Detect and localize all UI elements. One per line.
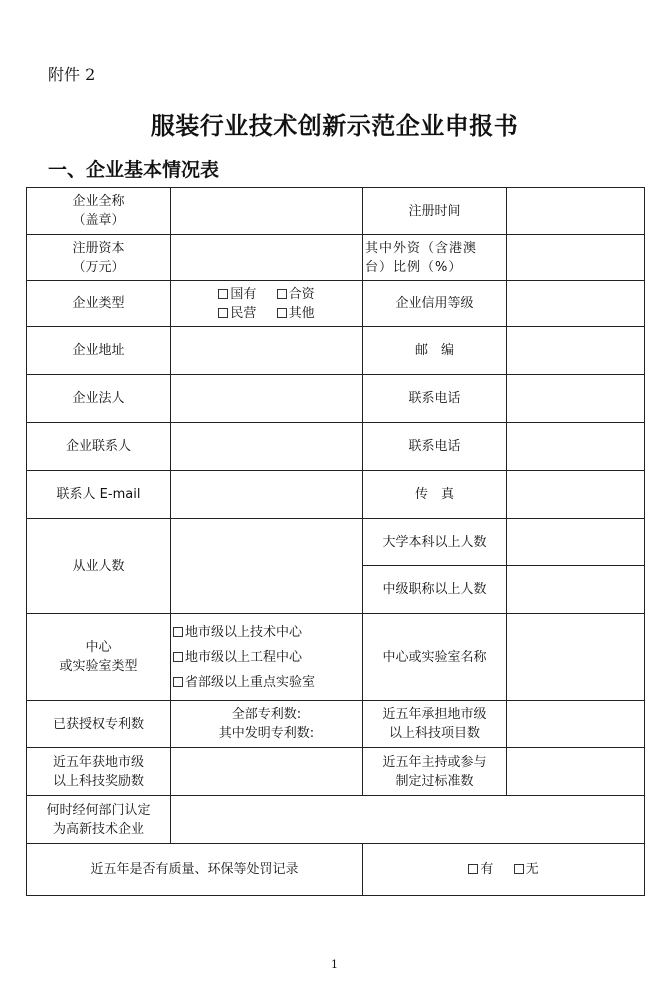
document-title: 服装行业技术创新示范企业申报书 bbox=[150, 112, 519, 140]
option-private[interactable]: 民营 bbox=[218, 304, 256, 323]
field-high-tech[interactable] bbox=[171, 796, 645, 844]
checkbox-icon[interactable] bbox=[173, 652, 183, 662]
field-registration-date[interactable] bbox=[507, 188, 645, 235]
row-registered-capital bbox=[27, 235, 645, 281]
label-high-tech: 何时经何部门认定 为高新技术企业 bbox=[27, 796, 171, 844]
label-foreign-ratio: 其中外资（含港澳 台）比例（%） bbox=[363, 235, 507, 281]
field-company-name[interactable] bbox=[171, 188, 363, 235]
field-foreign-ratio[interactable] bbox=[507, 235, 645, 281]
field-postcode[interactable] bbox=[507, 327, 645, 375]
field-phone-1[interactable] bbox=[507, 375, 645, 423]
page-number: 1 bbox=[331, 958, 338, 971]
option-penalty-yes[interactable]: 有 bbox=[468, 860, 493, 879]
field-phone-2[interactable] bbox=[507, 423, 645, 471]
field-staff-count[interactable] bbox=[171, 519, 363, 614]
row-awards bbox=[27, 748, 645, 796]
field-email[interactable] bbox=[171, 471, 363, 519]
checkbox-icon[interactable] bbox=[468, 864, 478, 874]
penalty-options bbox=[363, 844, 645, 896]
label-patents: 已获授权专利数 bbox=[27, 701, 171, 748]
label-phone-2: 联系电话 bbox=[363, 423, 507, 471]
attachment-label: 附件 2 bbox=[48, 65, 96, 84]
field-registered-capital[interactable] bbox=[171, 235, 363, 281]
field-awards[interactable] bbox=[171, 748, 363, 796]
label-projects: 近五年承担地市级 以上科技项目数 bbox=[363, 701, 507, 748]
enterprise-info-table bbox=[26, 187, 645, 896]
row-contact-person bbox=[27, 423, 645, 471]
row-company-type bbox=[27, 281, 645, 327]
label-center-name: 中心或实验室名称 bbox=[363, 614, 507, 701]
field-legal-person[interactable] bbox=[171, 375, 363, 423]
label-fax: 传 真 bbox=[363, 471, 507, 519]
field-mid-title-count[interactable] bbox=[507, 566, 645, 614]
label-center-type: 中心 或实验室类型 bbox=[27, 614, 171, 701]
label-credit-rating: 企业信用等级 bbox=[363, 281, 507, 327]
label-legal-person: 企业法人 bbox=[27, 375, 171, 423]
option-provincial-key-lab[interactable]: 省部级以上重点实验室 bbox=[173, 670, 360, 695]
checkbox-icon[interactable] bbox=[277, 289, 287, 299]
label-email: 联系人 E-mail bbox=[27, 471, 171, 519]
field-center-name[interactable] bbox=[507, 614, 645, 701]
label-penalty: 近五年是否有质量、环保等处罚记录 bbox=[27, 844, 363, 896]
row-address bbox=[27, 327, 645, 375]
field-contact-person[interactable] bbox=[171, 423, 363, 471]
field-projects[interactable] bbox=[507, 701, 645, 748]
label-company-name: 企业全称 （盖章） bbox=[27, 188, 171, 235]
option-city-engineering-center[interactable]: 地市级以上工程中心 bbox=[173, 645, 360, 670]
row-email bbox=[27, 471, 645, 519]
field-fax[interactable] bbox=[507, 471, 645, 519]
field-patents[interactable]: 全部专利数: 其中发明专利数: bbox=[171, 701, 363, 748]
label-bachelor-count: 大学本科以上人数 bbox=[363, 519, 507, 566]
field-bachelor-count[interactable] bbox=[507, 519, 645, 566]
option-penalty-no[interactable]: 无 bbox=[514, 860, 539, 879]
section-heading: 一、企业基本情况表 bbox=[48, 159, 220, 181]
label-staff-count: 从业人数 bbox=[27, 519, 171, 614]
label-address: 企业地址 bbox=[27, 327, 171, 375]
checkbox-icon[interactable] bbox=[514, 864, 524, 874]
row-center-type bbox=[27, 614, 645, 701]
row-penalty bbox=[27, 844, 645, 896]
label-contact-person: 企业联系人 bbox=[27, 423, 171, 471]
label-mid-title-count: 中级职称以上人数 bbox=[363, 566, 507, 614]
checkbox-icon[interactable] bbox=[173, 627, 183, 637]
checkbox-icon[interactable] bbox=[173, 677, 183, 687]
label-awards: 近五年获地市级 以上科技奖励数 bbox=[27, 748, 171, 796]
option-joint-venture[interactable]: 合资 bbox=[277, 285, 315, 304]
row-company-name bbox=[27, 188, 645, 235]
label-registered-capital: 注册资本 （万元） bbox=[27, 235, 171, 281]
checkbox-icon[interactable] bbox=[277, 308, 287, 318]
field-credit-rating[interactable] bbox=[507, 281, 645, 327]
company-type-options bbox=[171, 281, 363, 327]
checkbox-icon[interactable] bbox=[218, 308, 228, 318]
center-type-options bbox=[171, 614, 363, 701]
row-staff-1 bbox=[27, 519, 645, 566]
label-postcode: 邮 编 bbox=[363, 327, 507, 375]
row-patents bbox=[27, 701, 645, 748]
label-registration-date: 注册时间 bbox=[363, 188, 507, 235]
option-other[interactable]: 其他 bbox=[277, 304, 315, 323]
label-company-type: 企业类型 bbox=[27, 281, 171, 327]
field-address[interactable] bbox=[171, 327, 363, 375]
row-high-tech bbox=[27, 796, 645, 844]
field-standards[interactable] bbox=[507, 748, 645, 796]
label-standards: 近五年主持或参与 制定过标准数 bbox=[363, 748, 507, 796]
row-legal-person bbox=[27, 375, 645, 423]
label-phone-1: 联系电话 bbox=[363, 375, 507, 423]
option-city-tech-center[interactable]: 地市级以上技术中心 bbox=[173, 620, 360, 645]
option-state-owned[interactable]: 国有 bbox=[218, 285, 256, 304]
checkbox-icon[interactable] bbox=[218, 289, 228, 299]
